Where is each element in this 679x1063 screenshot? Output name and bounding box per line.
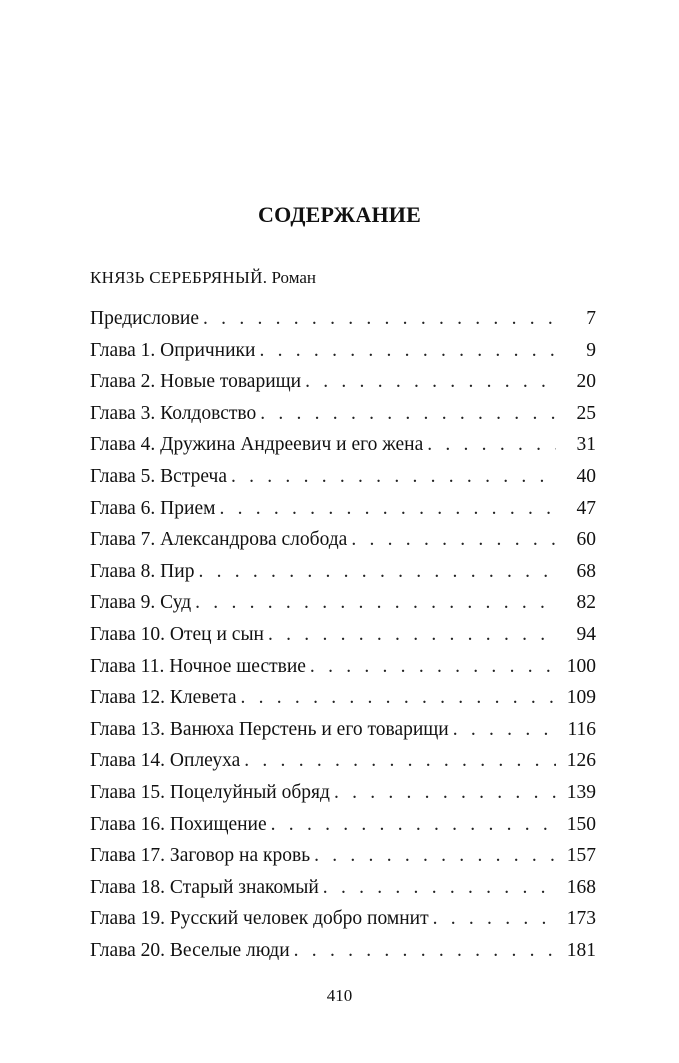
work-title: КНЯЗЬ СЕРЕБРЯНЫЙ. <box>90 268 268 287</box>
toc-entry-title: Глава 3. Колдовство <box>90 402 257 424</box>
toc-entry-page: 168 <box>566 876 596 898</box>
dot-leader <box>351 524 556 556</box>
toc-entry[interactable] <box>90 872 596 904</box>
toc-entry[interactable] <box>90 651 596 683</box>
toc-entry-page: 20 <box>576 371 596 393</box>
toc-entry[interactable] <box>90 493 596 525</box>
dot-leader <box>323 872 556 904</box>
toc-entry[interactable] <box>90 809 596 841</box>
toc-entry-page: 31 <box>576 434 596 456</box>
dot-leader <box>259 335 556 367</box>
toc-entry-title: Глава 17. Заговор на кровь <box>90 845 311 867</box>
toc-entry-title: Глава 11. Ночное шествие <box>90 655 306 677</box>
dot-leader <box>203 303 556 335</box>
dot-leader <box>268 619 556 651</box>
toc-entry-title: Глава 20. Веселые люди <box>90 939 290 961</box>
toc-entry-page: 7 <box>586 308 596 329</box>
toc-entry[interactable] <box>90 524 596 556</box>
toc-entry-title: Глава 4. Дружина Андреевич и его жена <box>90 434 424 456</box>
toc-entry[interactable] <box>90 840 596 872</box>
dot-leader <box>334 777 556 809</box>
toc-entry-page: 100 <box>566 655 596 677</box>
toc-entry-title: Глава 7. Александрова слобода <box>90 529 348 551</box>
toc-entry-page: 25 <box>576 402 596 424</box>
toc-entry-title: Глава 5. Встреча <box>90 465 227 487</box>
toc-entry-page: 157 <box>566 845 596 867</box>
toc-entry-title: Глава 15. Поцелуйный обряд <box>90 781 330 803</box>
toc-entry-page: 150 <box>566 813 596 835</box>
toc-entry[interactable] <box>90 903 596 935</box>
dot-leader <box>195 587 556 619</box>
dot-leader <box>305 366 556 398</box>
dot-leader <box>219 493 556 525</box>
toc-entry-title: Глава 14. Оплеуха <box>90 750 241 772</box>
toc-entry-page: 94 <box>576 623 596 645</box>
toc-entry[interactable] <box>90 366 596 398</box>
toc-entry[interactable] <box>90 398 596 430</box>
table-of-contents <box>90 303 596 966</box>
work-title-line <box>90 268 316 288</box>
toc-entry[interactable] <box>90 587 596 619</box>
toc-entry-title: Глава 9. Суд <box>90 592 192 614</box>
dot-leader <box>433 903 556 935</box>
dot-leader <box>244 745 556 777</box>
toc-entry-page: 40 <box>576 465 596 487</box>
dot-leader <box>271 809 556 841</box>
dot-leader <box>453 714 556 746</box>
dot-leader <box>240 682 556 714</box>
toc-entry[interactable] <box>90 335 596 367</box>
toc-entry-page: 139 <box>566 781 596 803</box>
toc-entry[interactable] <box>90 303 596 335</box>
toc-entry-page: 173 <box>566 908 596 930</box>
dot-leader <box>310 651 556 683</box>
toc-entry[interactable] <box>90 935 596 967</box>
toc-entry[interactable] <box>90 777 596 809</box>
toc-entry-page: 47 <box>576 497 596 519</box>
toc-entry-title: Глава 12. Клевета <box>90 687 237 709</box>
toc-entry-title: Глава 18. Старый знакомый <box>90 876 319 898</box>
work-genre: Роман <box>271 268 317 287</box>
page-title: СОДЕРЖАНИЕ <box>258 202 421 227</box>
toc-entry-title: Глава 8. Пир <box>90 560 195 582</box>
toc-entry-title: Глава 13. Ванюха Перстень и его товарищи <box>90 718 449 740</box>
dot-leader <box>294 935 556 967</box>
toc-entry-title: Глава 2. Новые товарищи <box>90 371 302 393</box>
dot-leader <box>231 461 556 493</box>
dot-leader <box>314 840 556 872</box>
toc-entry-page: 68 <box>576 560 596 582</box>
dot-leader <box>260 398 556 430</box>
toc-entry-page: 60 <box>576 529 596 551</box>
toc-entry[interactable] <box>90 745 596 777</box>
toc-entry-title: Глава 6. Прием <box>90 497 216 519</box>
toc-entry-page: 109 <box>566 687 596 709</box>
toc-entry-page: 9 <box>586 339 596 361</box>
toc-entry-title: Предисловие <box>90 308 200 329</box>
dot-leader <box>198 556 556 588</box>
page-number: 410 <box>326 986 353 1005</box>
toc-entry[interactable] <box>90 461 596 493</box>
toc-entry[interactable] <box>90 619 596 651</box>
toc-entry-page: 116 <box>567 718 596 740</box>
toc-entry-page: 82 <box>576 592 596 614</box>
toc-entry-title: Глава 19. Русский человек добро помнит <box>90 908 429 930</box>
dot-leader <box>427 429 556 461</box>
toc-entry-title: Глава 10. Отец и сын <box>90 623 264 645</box>
toc-entry-page: 126 <box>566 750 596 772</box>
toc-entry-page: 181 <box>566 939 596 961</box>
toc-entry[interactable] <box>90 429 596 461</box>
toc-entry-title: Глава 16. Похищение <box>90 813 267 835</box>
toc-entry[interactable] <box>90 714 596 746</box>
toc-entry-title: Глава 1. Опричники <box>90 339 256 361</box>
toc-entry[interactable] <box>90 682 596 714</box>
toc-entry[interactable] <box>90 556 596 588</box>
